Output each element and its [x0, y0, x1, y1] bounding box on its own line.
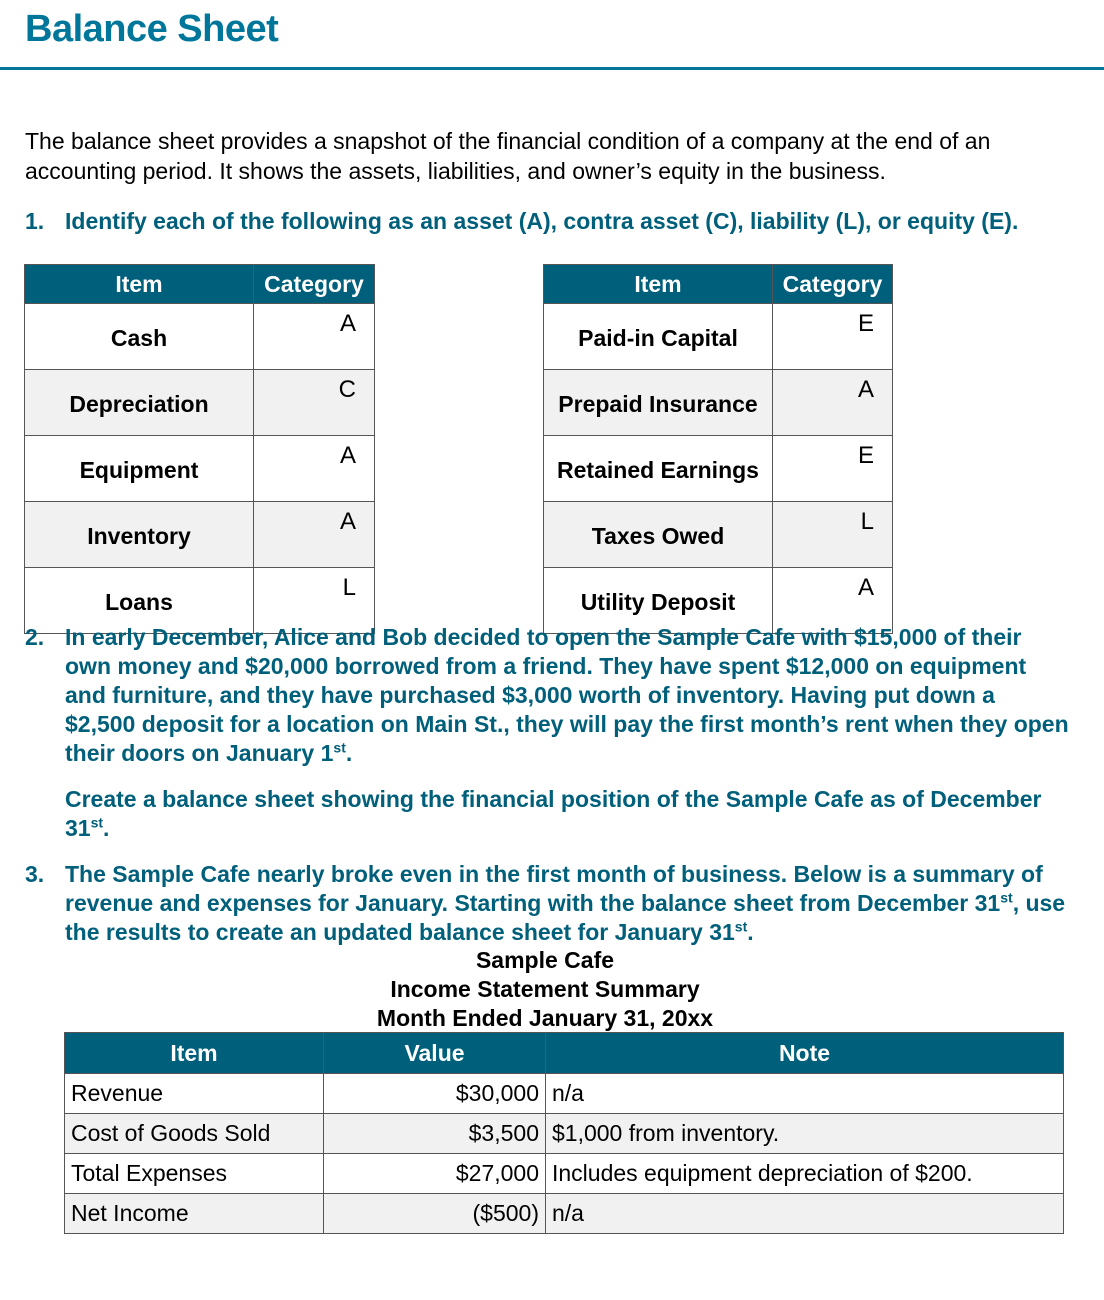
- ordinal-suffix: st: [1000, 889, 1013, 906]
- column-header-item: Item: [25, 265, 254, 304]
- item-cell: Cost of Goods Sold: [65, 1114, 324, 1154]
- value-cell: $27,000: [324, 1154, 546, 1194]
- income-statement-period: Month Ended January 31, 20xx: [376, 1005, 714, 1031]
- question-2-body: In early December, Alice and Bob decided to open the Sample Cafe with $15,000 of their own money and $20,000 borrowed from a friend. They have spent $12,000 on equipment and furniture, and they have purchased $3,000 worth of inventory. Having put down a $2,500 deposit for a location on Main St., they will pay the first month’s rent when they open their doors on January 1: [65, 624, 1069, 766]
- item-cell: Taxes Owed: [544, 502, 773, 568]
- table-row: [544, 304, 893, 370]
- item-cell: Inventory: [25, 502, 254, 568]
- table-row: [25, 370, 375, 436]
- table-row: [65, 1074, 1064, 1114]
- question-1-number: 1.: [25, 208, 45, 234]
- category-cell: A: [254, 304, 375, 370]
- income-statement-title: Income Statement Summary: [390, 976, 700, 1002]
- item-cell: Total Expenses: [65, 1154, 324, 1194]
- question-2-task: [25, 785, 1070, 843]
- column-header-item: Item: [544, 265, 773, 304]
- question-2-task-body: Create a balance sheet showing the financial position of the Sample Cafe as of December 31: [65, 786, 1042, 841]
- value-cell: $30,000: [324, 1074, 546, 1114]
- category-cell: A: [773, 370, 893, 436]
- item-cell: Prepaid Insurance: [544, 370, 773, 436]
- item-cell: Net Income: [65, 1194, 324, 1234]
- question-3-body-b: , use the results to create an updated balance sheet for January 31: [65, 890, 1066, 945]
- ordinal-suffix: st: [90, 814, 104, 831]
- question-1: [25, 207, 1065, 236]
- question-1-text: Identify each of the following as an asset (A), contra asset (C), liability (L), or equity (E).: [65, 208, 1019, 234]
- table-row: [65, 1194, 1064, 1234]
- category-cell: L: [254, 568, 375, 634]
- value-cell: $3,500: [324, 1114, 546, 1154]
- ordinal-suffix: st: [734, 918, 748, 935]
- item-cell: Retained Earnings: [544, 436, 773, 502]
- column-header-value: Value: [324, 1033, 546, 1074]
- income-company-name: Sample Cafe: [475, 947, 615, 973]
- table-row: [544, 502, 893, 568]
- sentence-end: .: [747, 919, 754, 945]
- item-cell: Loans: [25, 568, 254, 634]
- item-cell: Paid-in Capital: [544, 304, 773, 370]
- table-row: [544, 436, 893, 502]
- note-cell: $1,000 from inventory.: [546, 1114, 1064, 1154]
- category-table-right: [543, 264, 893, 634]
- table-row: [65, 1154, 1064, 1194]
- note-cell: n/a: [546, 1194, 1064, 1234]
- category-cell: A: [254, 502, 375, 568]
- category-table-left: [24, 264, 375, 634]
- page-title: Balance Sheet: [25, 8, 279, 50]
- sentence-end: .: [103, 815, 110, 841]
- column-header-note: Note: [546, 1033, 1064, 1074]
- question-2-text: [65, 623, 1070, 768]
- category-cell: C: [254, 370, 375, 436]
- title-divider: [0, 67, 1104, 70]
- question-3-body-a: The Sample Cafe nearly broke even in the first month of business. Below is a summary of revenue and expenses for January. Starting with the balance sheet from December 31: [65, 861, 1043, 916]
- sentence-end: .: [345, 740, 353, 766]
- table-row: [25, 436, 375, 502]
- income-statement-table: [64, 1032, 1064, 1234]
- question-2-number: 2.: [25, 624, 45, 650]
- category-cell: A: [773, 568, 893, 634]
- category-cell: E: [773, 436, 893, 502]
- question-2-task-text: [65, 785, 1070, 843]
- item-cell: Revenue: [65, 1074, 324, 1114]
- intro-paragraph: The balance sheet provides a snapshot of the financial condition of a company at the end of an accounting period. It shows the assets, liabilities, and owner’s equity in the business.: [25, 128, 991, 184]
- column-header-category: Category: [773, 265, 893, 304]
- note-cell: n/a: [546, 1074, 1064, 1114]
- category-cell: L: [773, 502, 893, 568]
- question-3-number: 3.: [25, 861, 45, 887]
- item-cell: Equipment: [25, 436, 254, 502]
- category-cell: A: [254, 436, 375, 502]
- question-3: [25, 860, 1070, 947]
- table-row: [25, 502, 375, 568]
- table-row: [25, 304, 375, 370]
- column-header-item: Item: [65, 1033, 324, 1074]
- ordinal-suffix: st: [333, 739, 346, 756]
- item-cell: Depreciation: [25, 370, 254, 436]
- item-cell: Utility Deposit: [544, 568, 773, 634]
- table-row: [65, 1114, 1064, 1154]
- item-cell: Cash: [25, 304, 254, 370]
- question-2: [25, 623, 1070, 768]
- column-header-category: Category: [254, 265, 375, 304]
- category-cell: E: [773, 304, 893, 370]
- value-cell: ($500): [324, 1194, 546, 1234]
- note-cell: Includes equipment depreciation of $200.: [546, 1154, 1064, 1194]
- question-3-text: [65, 860, 1070, 947]
- table-row: [544, 370, 893, 436]
